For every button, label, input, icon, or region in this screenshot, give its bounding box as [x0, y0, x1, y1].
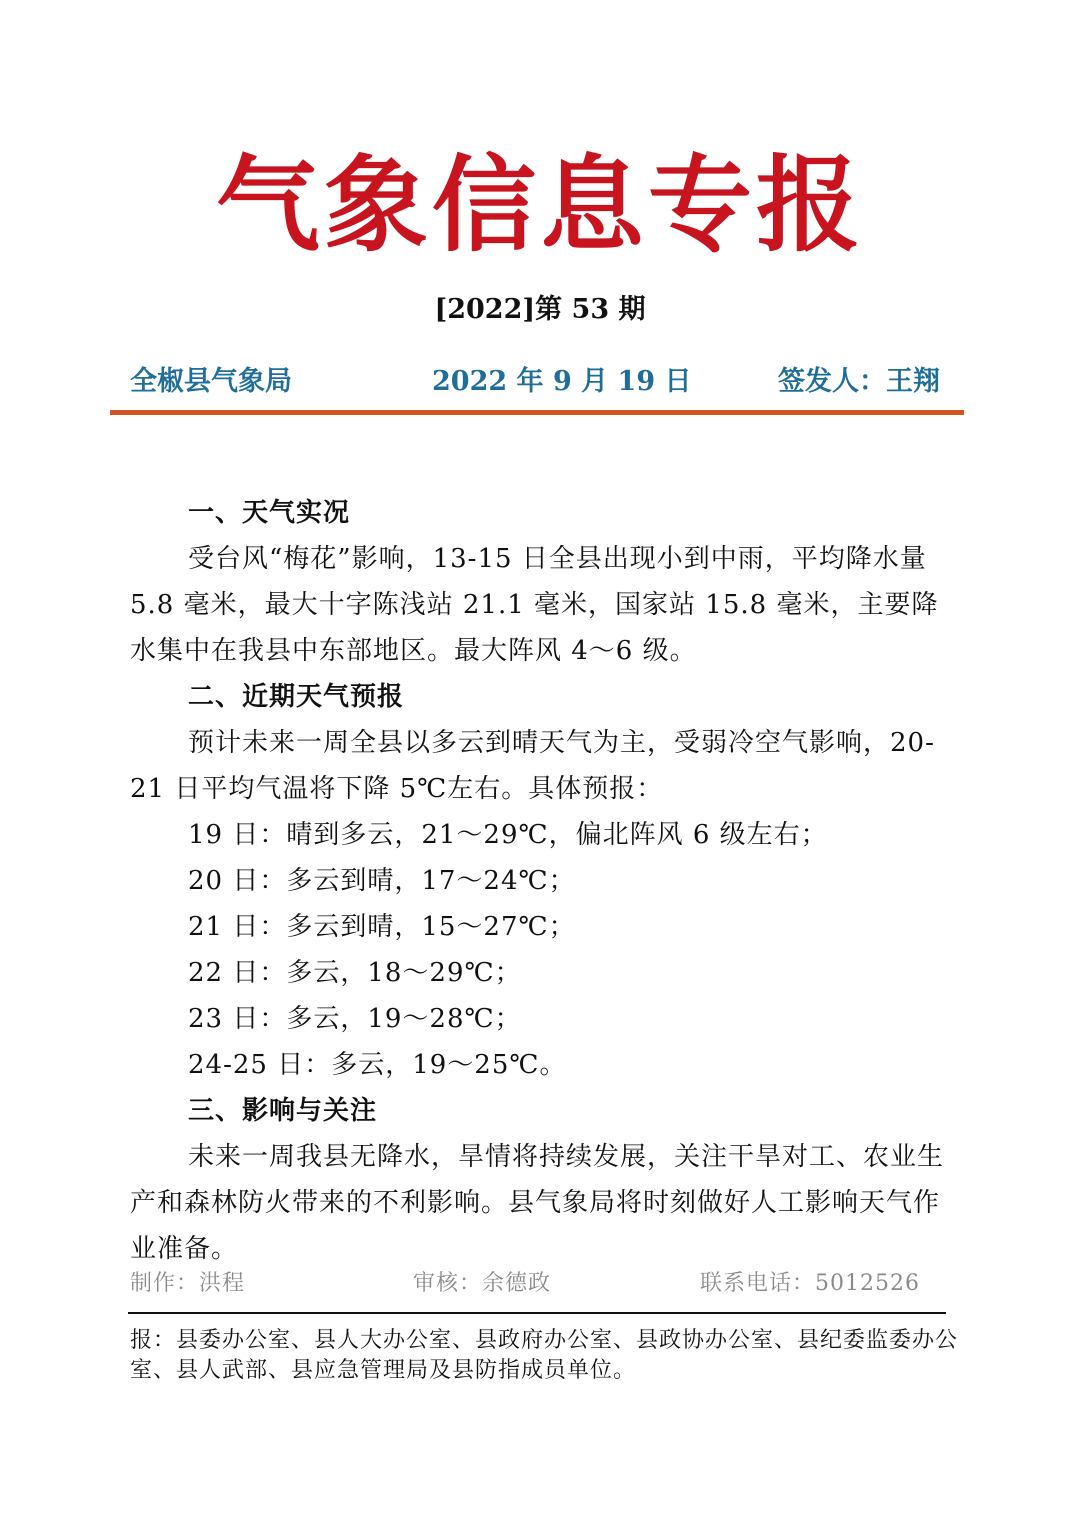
forecast-day-item: 24-25 日：多云，19～25℃。 — [188, 1050, 567, 1080]
section-heading-forecast: 二、近期天气预报 — [188, 682, 405, 712]
header-divider — [110, 410, 964, 415]
forecast-day-item: 22 日：多云，18～29℃； — [188, 958, 522, 988]
forecast-day-item: 20 日：多云到晴，17～24℃； — [188, 866, 576, 896]
footer-divider — [128, 1312, 946, 1314]
contact-phone: 联系电话：5012526 — [700, 1271, 920, 1296]
distribution-list: 报：县委办公室、县人大办公室、县政府办公室、县政协办公室、县纪委监委办公室、县人武部、县应急管理局及县防指成员单位。 — [130, 1328, 959, 1383]
impact-paragraph: 未来一周我县无降水，旱情将持续发展，关注干旱对工、农业生产和森林防火带来的不利影响。县气象局将时刻做好人工影响天气作业准备。 — [130, 1142, 945, 1264]
issuing-organization: 全椒县气象局 — [130, 366, 292, 397]
issue-date: 2022 年 9 月 19 日 — [432, 366, 692, 397]
forecast-day-item: 19 日：晴到多云，21～29℃，偏北阵风 6 级左右； — [188, 820, 828, 850]
signer: 签发人：王翔 — [778, 366, 940, 397]
report-title: 气象信息专报 — [215, 144, 864, 266]
forecast-summary-paragraph: 预计未来一周全县以多云到晴天气为主，受弱冷空气影响，20-21 日平均气温将下降 5℃左右。具体预报： — [130, 728, 935, 804]
forecast-day-item: 21 日：多云到晴，15～27℃； — [188, 912, 576, 942]
credits-row — [130, 1266, 920, 1302]
reviewer-credit: 审核：余德政 — [413, 1271, 552, 1296]
current-weather-paragraph: 受台风“梅花”影响，13-15 日全县出现小到中雨，平均降水量 5.8 毫米，最大十字陈浅站 21.1 毫米，国家站 15.8 毫米，主要降水集中在我县中东部地区。最大阵风 4～6 级。 — [130, 544, 939, 666]
forecast-day-item: 23 日：多云，19～28℃； — [188, 1004, 522, 1034]
issue-number: [2022]第 53 期 — [434, 294, 646, 325]
report-body — [130, 490, 950, 1272]
report-header — [130, 362, 940, 402]
section-heading-current-weather: 一、天气实况 — [188, 498, 351, 528]
section-heading-impact: 三、影响与关注 — [188, 1096, 378, 1126]
maker-credit: 制作：洪程 — [130, 1271, 246, 1296]
